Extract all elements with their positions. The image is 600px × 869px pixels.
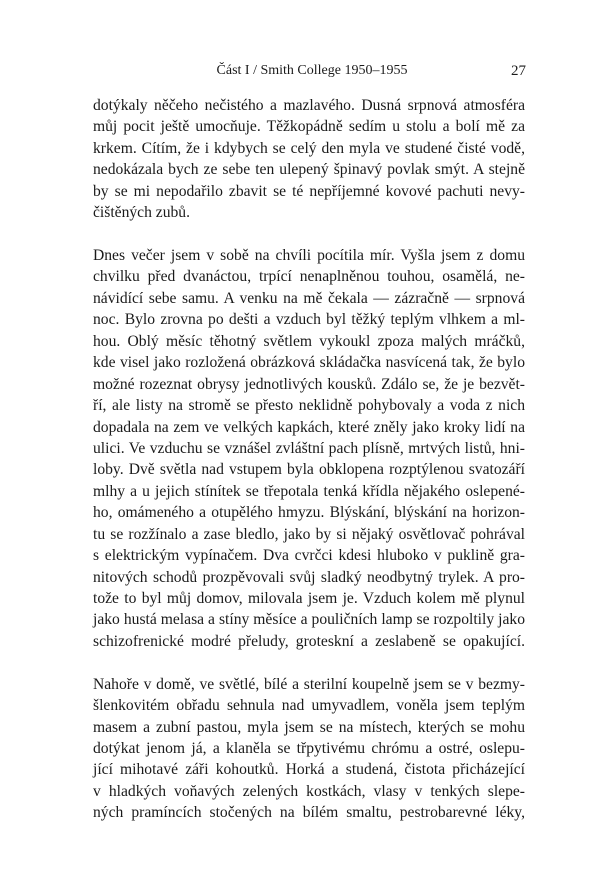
text-line: dotýkat jenom já, a klaněla se třpytivému chrómu a ostré, oslepu- <box>93 740 525 758</box>
text-line: ho, omámeného a otupělého hmyzu. Blýskání, blýskání na horizon- <box>93 504 525 522</box>
page-number: 27 <box>511 63 526 79</box>
text-line: loby. Dvě světla nad vstupem byla obklopena rozptýlenou svatozáří <box>93 461 525 479</box>
text-line: hou. Oblý měsíc těhotný světlem vykoukl zpoza malých mráčků, <box>93 332 525 350</box>
text-line: schizofrenické modré přeludy, groteskní a zeslabeně se opakující. <box>93 632 525 650</box>
text-line: krkem. Cítím, že i kdybych se celý den myla ve studené čisté vodě, <box>93 139 525 157</box>
text-line: ří, ale listy na stromě se přesto neklidně pohybovaly a voda z nich <box>93 397 525 415</box>
running-title: Část I / Smith College 1950–1955 <box>216 63 408 78</box>
text-line: můj pocit ještě umocňuje. Těžkopádně sedím u stolu a bolí mě za <box>93 118 525 136</box>
text-line: dopadala na zem ve velkých kapkách, které zněly jako kroky lidí na <box>93 418 525 436</box>
paragraph-3 <box>93 674 525 824</box>
text-line: kde visel jako rozložená obrázková skládačka nasvícená tak, že bylo <box>93 354 525 372</box>
text-line: s elektrickým vypínačem. Dva cvrčci kdesi hluboko v puklině gra- <box>93 547 525 565</box>
text-line: by se mi nepodařilo zbavit se té nepříjemné kovové pachuti nevy- <box>93 182 525 200</box>
text-line: návidící sebe samu. A venku na mě čekala — zázračně — srpnová <box>93 289 525 307</box>
text-line: tu se rozžínalo a zase bledlo, jako by si nějaký osvětlovač pohrával <box>93 525 525 543</box>
text-line: možné rozeznat obrysy jednotlivých kousků. Zdálo se, že je bezvět- <box>93 375 525 393</box>
text-line: jako hustá melasa a stíny měsíce a pouličních lamp se rozpoltily jako <box>93 611 525 629</box>
paragraph-2 <box>93 245 525 652</box>
text-line: mlhy a u jejich stínítek se třepotala tenká křídla nějakého oslepené- <box>93 482 525 500</box>
text-line: masem a zubní pastou, myla jsem se na místech, kterých se mohu <box>93 718 525 736</box>
paragraph-1 <box>93 95 525 224</box>
body-text <box>93 95 525 824</box>
text-line: nitových schodů prozpěvovali svůj sladký neodbytný trylek. A pro- <box>93 568 525 586</box>
text-line: chvilku před dvanáctou, trpící nenaplněnou touhou, osamělá, ne- <box>93 268 525 286</box>
text-line: dotýkaly něčeho nečistého a mazlavého. Dusná srpnová atmosféra <box>93 97 525 114</box>
text-line: jící mihotavé záři kohoutků. Horká a studená, čistota přicházející <box>93 761 525 779</box>
text-line: šlenkovitém obřadu sehnula nad umyvadlem, voněla jsem teplým <box>93 697 525 715</box>
text-line: nedokázala bych ze sebe ten ulepený špinavý povlak smýt. A stejně <box>93 161 525 179</box>
text-line: ných pramíncích stočených na bílém smaltu, pestrobarevné léky, <box>93 804 525 822</box>
text-line: tože to byl můj domov, milovala jsem je. Vzduch kolem mě plynul <box>93 590 525 608</box>
text-line: noc. Bylo zrovna po dešti a vzduch byl těžký teplým vlhkem a ml- <box>93 311 525 329</box>
text-line: v hladkých voňavých zelených kostkách, vlasy v tenkých slepe- <box>93 782 525 800</box>
running-head <box>92 61 526 81</box>
text-line: Dnes večer jsem v sobě na chvíli pocítila mír. Vyšla jsem z domu <box>93 247 525 265</box>
text-line: ulici. Ve vzduchu se vznášel zvláštní pach plísně, mrtvých listů, hni- <box>93 439 525 457</box>
text-line: čištěných zubů. <box>93 204 190 222</box>
text-line: Nahoře v domě, ve světlé, bílé a sterilní koupelně jsem se v bezmy- <box>93 675 525 693</box>
